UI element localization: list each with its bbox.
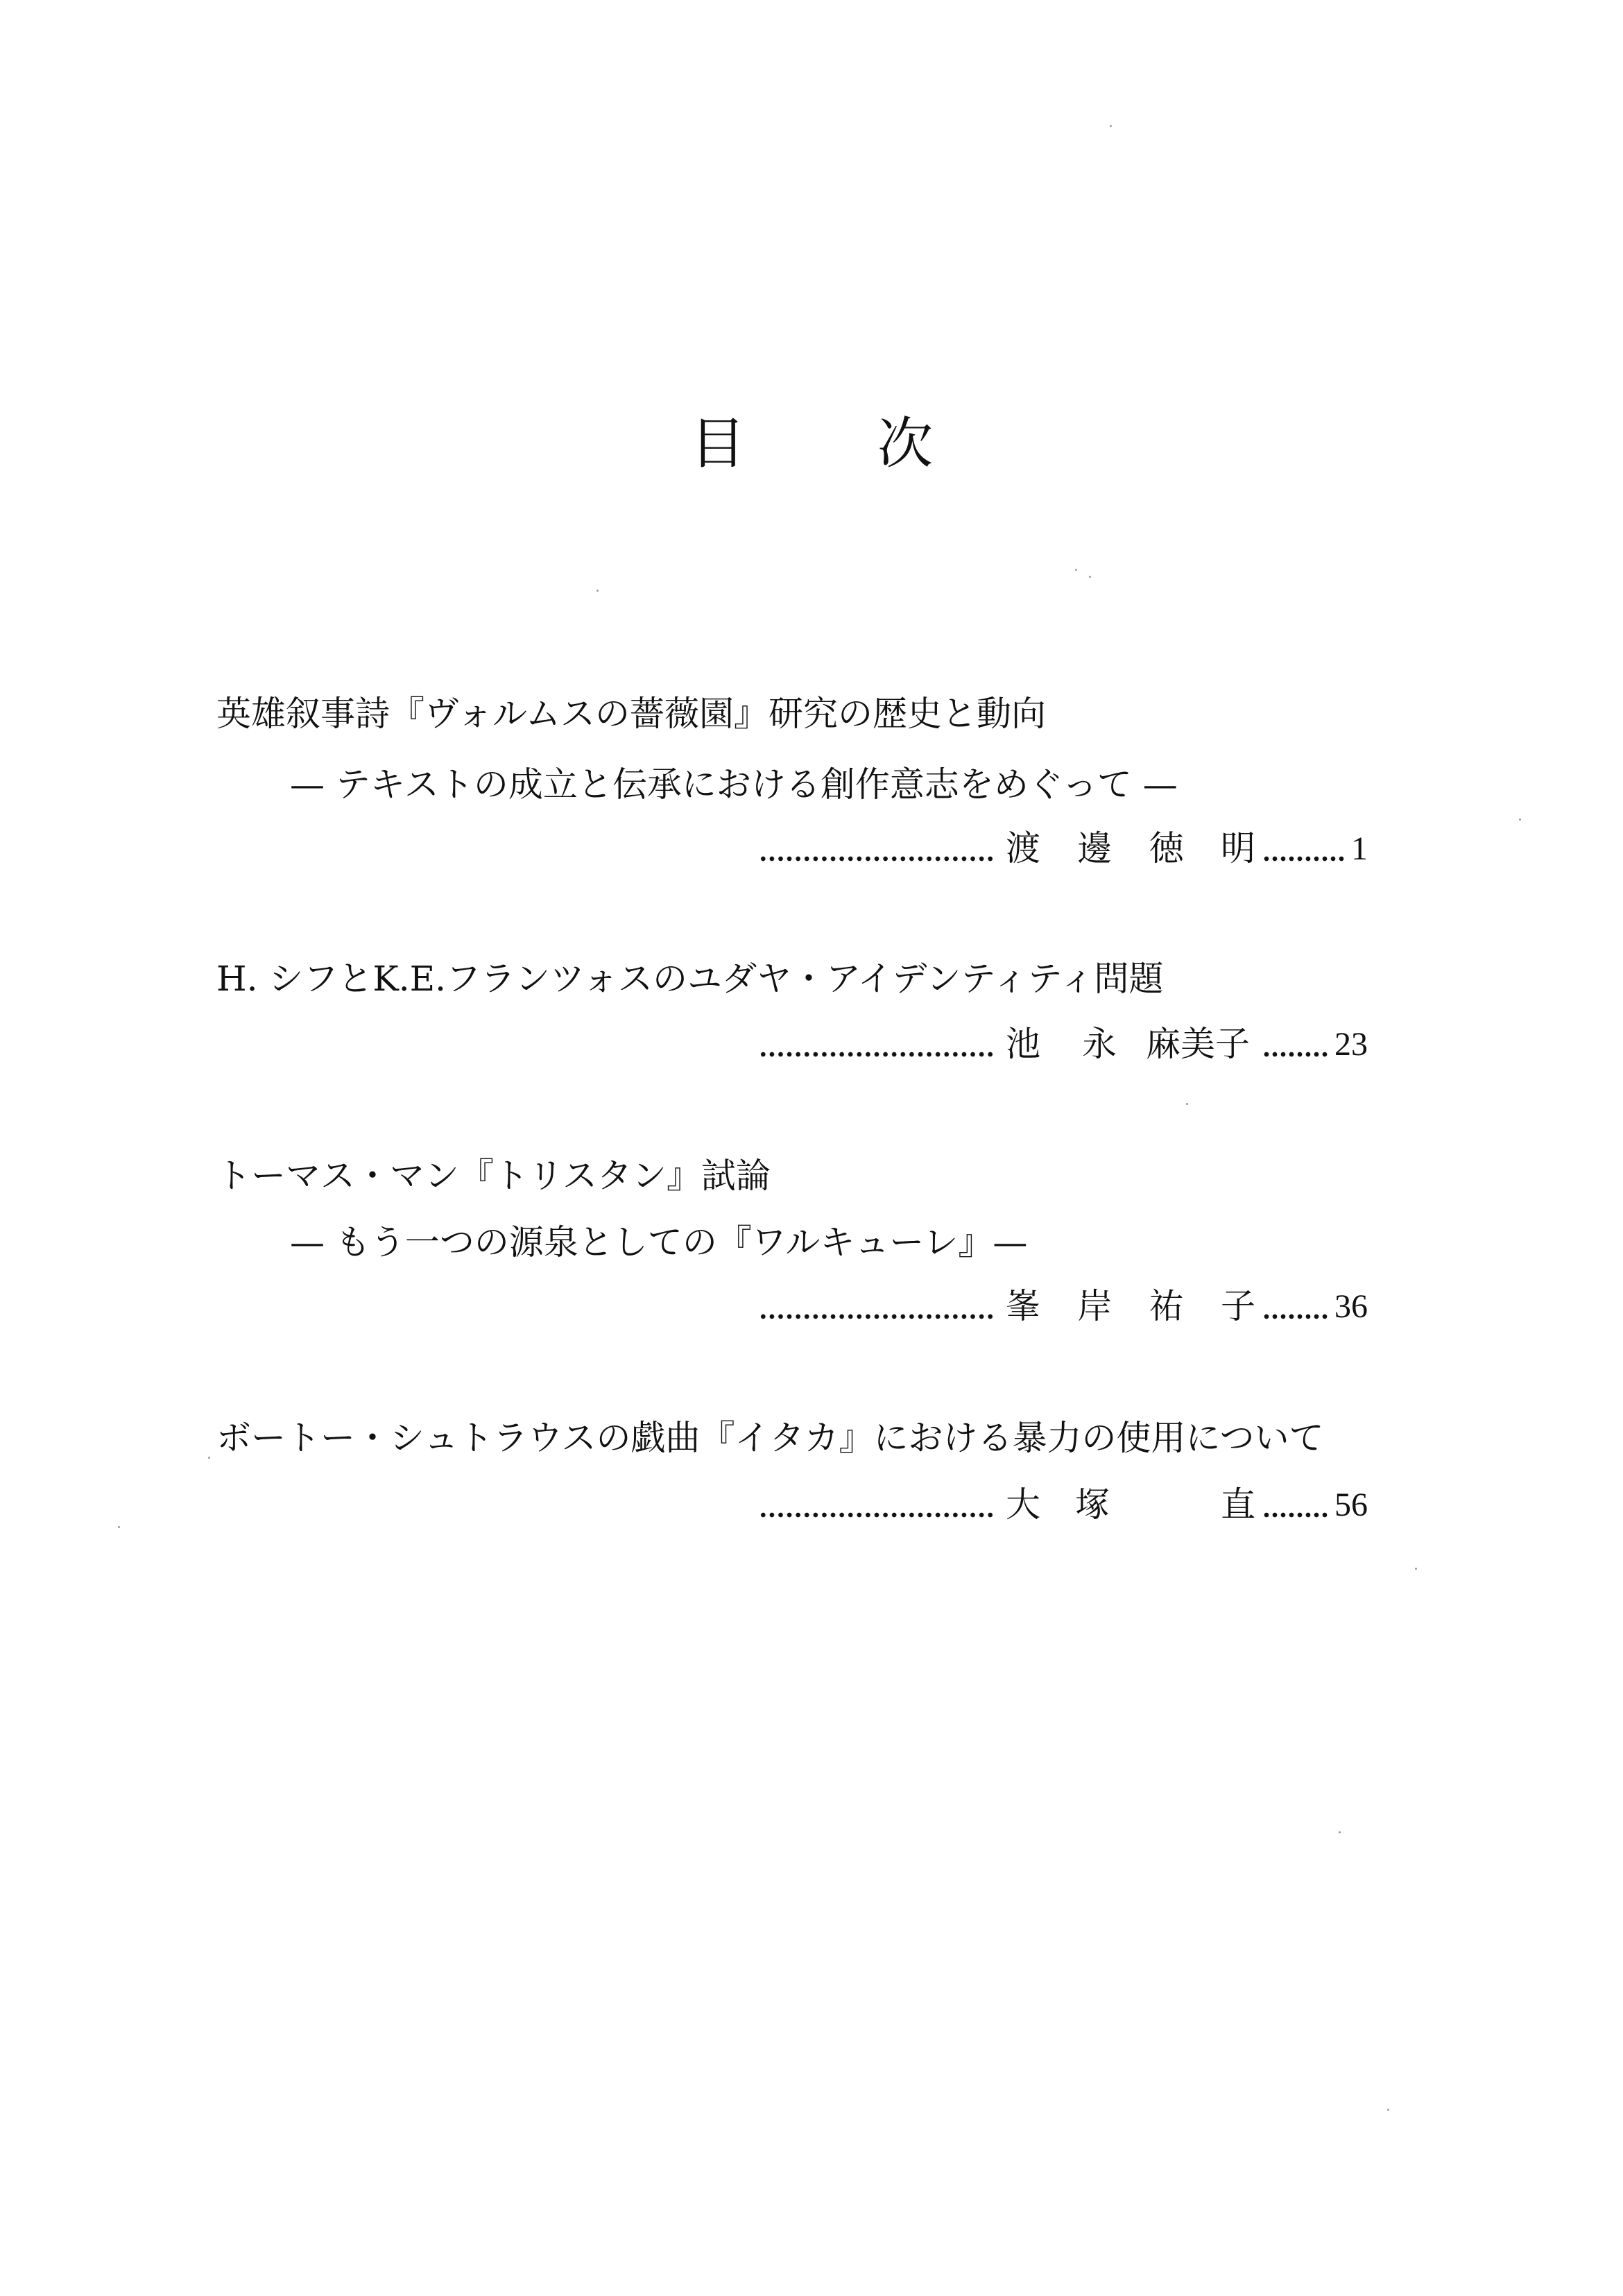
author-name-part: 池 [1006, 1024, 1040, 1064]
entry-subtitle-1: — テキストの成立と伝承における創作意志をめぐって — [290, 764, 1178, 805]
scan-speck [1186, 1103, 1188, 1105]
entry-byline-3[interactable] [759, 1286, 1391, 1326]
scan-speck [1089, 576, 1091, 578]
entry-subtitle-3: — もう一つの源泉としての『ワルキューレ』— [290, 1222, 1028, 1262]
page-number: 23 [1334, 1026, 1368, 1063]
author-name-part: 子 [1220, 1286, 1255, 1326]
author-name-part: 明 [1220, 828, 1255, 868]
author-name-part: 永 [1082, 1024, 1117, 1064]
dot-leader [1262, 1491, 1329, 1519]
page-title-char-2: 次 [877, 411, 933, 476]
dot-leader [759, 1031, 995, 1059]
author-name-part: 徳 [1149, 828, 1184, 868]
author-name-part: 祐 [1149, 1286, 1184, 1326]
dot-leader [1262, 835, 1346, 863]
scan-speck [118, 1526, 120, 1528]
page-title [0, 411, 1623, 476]
page-number: 1 [1351, 830, 1368, 867]
scan-speck [1415, 1568, 1417, 1570]
entry-byline-1[interactable] [759, 828, 1391, 868]
scan-speck [1075, 569, 1077, 571]
author-name-part: 渡 [1006, 828, 1040, 868]
author-name [1006, 828, 1255, 868]
entry-title-2[interactable]: H. シフとK.E.フランツォスのユダヤ・アイデンティティ問題 [216, 959, 1164, 999]
page-number: 36 [1334, 1288, 1368, 1325]
author-name-part: 塚 [1075, 1484, 1110, 1525]
dot-leader [1262, 1293, 1329, 1321]
scan-speck [1519, 819, 1521, 821]
author-name-part: 岸 [1077, 1286, 1113, 1326]
scan-speck [1339, 1831, 1341, 1833]
entry-title-4[interactable]: ボートー・シュトラウスの戯曲『イタカ』における暴力の使用について [216, 1418, 1324, 1458]
scan-speck [208, 1457, 210, 1459]
page-title-char-1: 目 [690, 411, 746, 476]
dot-leader [759, 835, 995, 863]
scan-speck [596, 590, 599, 592]
entry-title-1[interactable]: 英雄叙事詩『ヴォルムスの薔薇園』研究の歴史と動向 [216, 694, 1046, 734]
scan-speck [1387, 2109, 1389, 2111]
entry-byline-2[interactable] [759, 1024, 1391, 1064]
author-name [1006, 1286, 1255, 1326]
author-name [1006, 1024, 1255, 1064]
entry-byline-4[interactable] [759, 1484, 1391, 1525]
author-name [1006, 1484, 1255, 1525]
dot-leader [759, 1293, 995, 1321]
scan-speck [1110, 125, 1112, 127]
author-name-part: 直 [1221, 1484, 1255, 1525]
dot-leader [759, 1491, 995, 1519]
author-name-part: 峯 [1006, 1286, 1040, 1326]
author-name-part: 麻美子 [1146, 1024, 1250, 1064]
dot-leader [1262, 1031, 1329, 1059]
page-number: 56 [1334, 1487, 1368, 1523]
author-name-part: 大 [1006, 1484, 1040, 1525]
author-name-part: 邊 [1077, 828, 1113, 868]
entry-title-3[interactable]: トーマス・マン『トリスタン』試論 [216, 1156, 771, 1196]
